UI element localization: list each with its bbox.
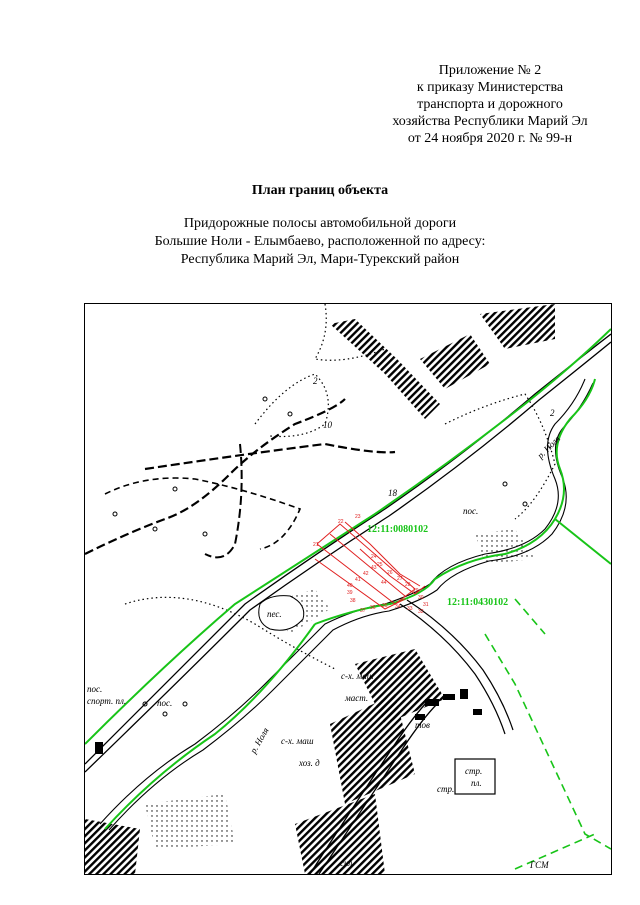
appendix-line: транспорта и дорожного — [417, 97, 563, 112]
plan-title: План границ объекта — [251, 183, 389, 198]
parcel-boundary-dashed — [485, 599, 611, 849]
warehouse-label: скл. — [340, 858, 355, 868]
farm-label: с-х. маш — [341, 671, 374, 681]
plan-subtitle — [0, 215, 640, 269]
hatched-area — [420, 334, 490, 389]
point-number: 23 — [355, 514, 361, 520]
point-number: 41 — [355, 577, 361, 583]
point-number: 38 — [350, 598, 356, 604]
appendix-line: к приказу Министерства — [416, 80, 564, 95]
stadium-label: стр. — [465, 766, 483, 776]
point-number: 28 — [405, 582, 411, 588]
point-number: 34 — [395, 604, 401, 610]
parcel-boundary-dashed — [515, 834, 595, 869]
subtitle-line: Придорожные полосы автомобильной дороги — [183, 216, 457, 231]
stadium-label: стр. — [437, 784, 455, 794]
point-number: 26 — [387, 570, 393, 576]
farm-label: тов — [415, 720, 430, 730]
parcel-label: 12:11:0430102 — [447, 597, 509, 608]
stadium-label: пл. — [471, 778, 482, 788]
settlement-label: пос. — [463, 506, 479, 516]
map-number: 18 — [388, 488, 397, 498]
subtitle-line: Республика Марий Эл, Мари-Турекский район — [180, 252, 460, 267]
parcel-boundary-0080102 — [85, 329, 611, 744]
dotted-area — [145, 794, 235, 849]
hatched-area — [480, 304, 555, 349]
point-number: 25 — [377, 562, 383, 568]
fuel-depot-label: ГСМ — [530, 860, 549, 870]
map-number: 2 — [550, 408, 555, 418]
parcel-boundary-0430102 — [315, 379, 611, 624]
building — [425, 699, 439, 706]
point-number: 24 — [371, 554, 377, 560]
point-number: 22 — [338, 519, 344, 525]
map-number: 10 — [323, 420, 332, 430]
boundary-map — [84, 303, 612, 875]
point-number: 42 — [363, 571, 369, 577]
farm-label: хоз. д — [299, 758, 320, 768]
point-number: 31 — [423, 602, 429, 608]
parcel-label: 12:11:0080102 — [367, 524, 429, 535]
point-number: 30 — [418, 595, 424, 601]
sport-label: пос. — [87, 684, 103, 694]
appendix-header — [340, 62, 640, 147]
point-number: 44 — [381, 580, 387, 586]
sand-label: пес. — [267, 609, 282, 619]
point-number: 35 — [382, 603, 388, 609]
point-number: 39 — [347, 590, 353, 596]
map-svg — [85, 304, 611, 874]
map-number: 2 — [313, 376, 318, 386]
river-label: р. Ноля — [248, 725, 271, 755]
appendix-line: хозяйства Республики Марий Эл — [392, 114, 588, 129]
point-number: 37 — [360, 608, 366, 614]
sport-label: пос. — [157, 698, 173, 708]
point-number: 32 — [418, 609, 424, 615]
point-number: 33 — [407, 606, 413, 612]
appendix-line: от 24 ноября 2020 г. № 99-н — [407, 131, 573, 146]
forest-boundary — [205, 444, 242, 557]
appendix-line: Приложение № 2 — [438, 63, 542, 78]
point-number: 43 — [371, 565, 377, 571]
river-label: р. Ноля — [535, 433, 563, 461]
hatched-area — [330, 319, 440, 419]
building — [95, 742, 103, 754]
forest-boundary — [105, 478, 300, 549]
point-number: 29 — [413, 588, 419, 594]
hatched-area — [85, 819, 140, 874]
object-boundary — [315, 522, 425, 609]
farm-label: с-х. маш — [281, 736, 314, 746]
forest-boundary — [145, 444, 395, 469]
stadium — [455, 759, 495, 794]
farm-label: маст. — [345, 693, 369, 703]
sport-label: спорт. пл. — [87, 696, 127, 706]
point-number: 40 — [347, 583, 353, 589]
building — [443, 694, 455, 700]
building — [460, 689, 468, 699]
forest-boundary — [85, 399, 345, 554]
subtitle-line: Большие Ноли - Елымбаево, расположенной по адресу: — [154, 234, 486, 249]
point-number: 36 — [370, 605, 376, 611]
building — [473, 709, 482, 715]
point-number: 21 — [313, 542, 319, 548]
point-number: 27 — [397, 576, 403, 582]
